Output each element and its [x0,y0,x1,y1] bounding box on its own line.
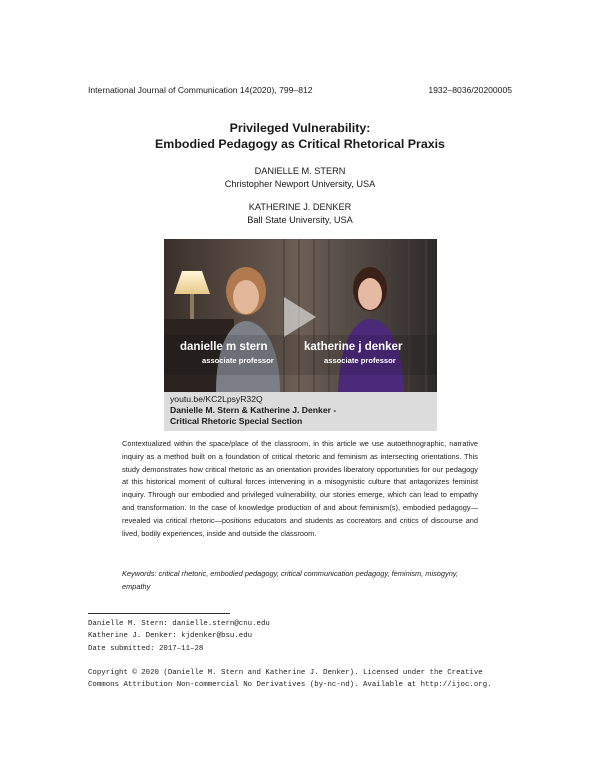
video-right-role: associate professor [324,356,396,365]
author-block-1 [0,165,600,191]
video-thumbnail[interactable] [164,239,437,431]
video-right-name: katherine j denker [304,341,403,353]
copyright-notice: Copyright © 2020 (Danielle M. Stern and Katherine J. Denker). Licensed under the Creative Commons Attribution Non-commercial No Derivatives (by-nc-nd). Available at http://ijoc.org. [88,669,492,690]
journal-citation: International Journal of Communication 14(2020), 799–812 [88,85,313,95]
abstract: Contextualized within the space/place of the classroom, in this article we use autoethnographic, narrative inquiry as a method built on a foundation of critical rhetoric and feminism as intersecting orientations. This study demonstrates how critical rhetoric as an orientation provides liberatory opportunities for our pedagogy at this historical moment of cultural forces intervening in a misogynistic culture that antagonizes feminist inquiry. Through our embodied and privileged vulnerability, our stories emerge, which can lead to empathy and transformation. In the case of knowledge production of and about feminism(s), embodied pedagogy—revealed via critical rhetoric—positions educators and students as cocreators and critics of discourse and lived, bodily experiences, inside and outside the classroom. [122,439,478,538]
paper-title [0,120,600,152]
issn: 1932–8036/20200005 [428,85,512,95]
author-name: KATHERINE J. DENKER [248,202,352,212]
video-caption [164,392,437,431]
keywords: Keywords: critical rhetoric, embodied pedagogy, critical communication pedagogy, feminism, misogyny, empathy [122,569,459,591]
video-left-name: danielle m stern [180,341,268,353]
author-name: DANIELLE M. STERN [254,166,346,176]
footnotes [88,618,270,655]
author-affiliation: Christopher Newport University, USA [224,179,376,189]
title-line-1: Privileged Vulnerability: [229,121,371,135]
video-caption-line-1: Danielle M. Stern & Katherine J. Denker - [170,405,337,415]
title-line-2: Embodied Pedagogy as Critical Rhetorical Praxis [155,137,445,151]
running-header [88,85,512,95]
footnote-line: Date submitted: 2017–11–28 [88,644,204,653]
video-caption-line-2: Critical Rhetoric Special Section [170,416,303,426]
author-affiliation: Ball State University, USA [247,215,353,225]
footnote-line: Katherine J. Denker: kjdenker@bsu.edu [88,632,253,641]
video-url-link[interactable]: youtu.be/KC2LpsyR32Q [170,394,263,404]
author-block-2 [0,201,600,227]
footnote-divider [88,613,230,614]
video-still [164,239,437,392]
footnote-line: Danielle M. Stern: danielle.stern@cnu.edu [88,620,270,628]
video-left-role: associate professor [202,356,274,365]
